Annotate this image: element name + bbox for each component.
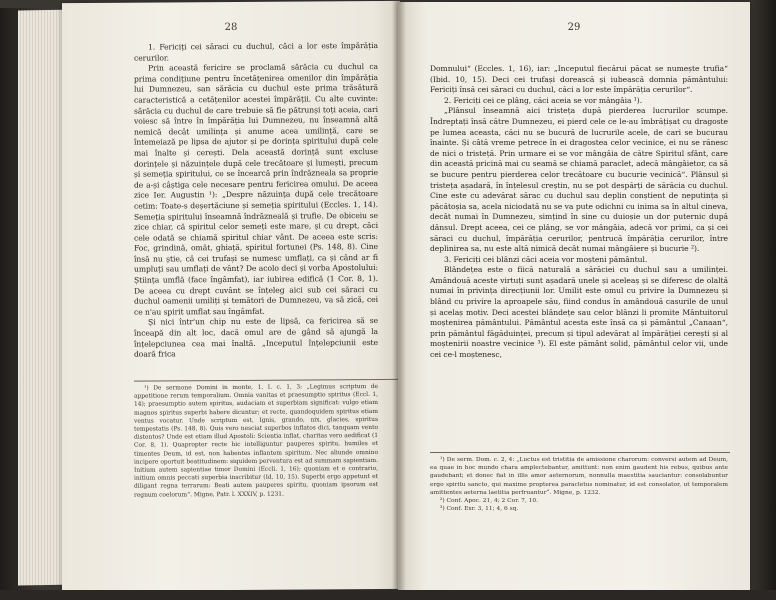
- footnotes: [134, 383, 378, 500]
- section-heading: 3. Fericiți cei blânzi căci aceia vor moșteni pământul.: [444, 254, 648, 264]
- footnotes: [430, 456, 728, 513]
- section-heading: 2. Fericiți cei ce plâng, căci aceia se vor mângâia ¹).: [444, 95, 643, 105]
- footnote: ¹) De sermone Domini in monte, 1. I. c. 1, 3: „Legimus scriptum de appetitione rerum temporalium. Omnia vanitas et praesumptio spiritus (Eccl. 1, 14); praesumptio autem spiritus, audaciam et superbiam significat: vulgo etiam magnos spiritus superbi habere dicuntur; et recte, quandoquidem spiritus etiam ventus vocatur. Unde scriptum est, Ignis, grando, nix, glacies, spiritus tempestatis (Ps. 148, 8). Quis vero nesciat superbos inflatos dici, tanquam vento distentos? Unde est etiam illud Apostoli: Scientia inflat, charitas vero aedificat (1 Cor. 8, 1). Quapropter recte hic intelliguntur pauperes spiritu, humiles et timentes Deum, id est, non habentes inflantem spiritum. Nec aliunde omnino incipere oportuit beatitudinem: siquidem perventura est ad summam sapientiam. Initium autem sapientiae timor Domini (Eccli. 1, 16); quoniam et e contrario, initium omnis peccati superbia inscribitur (Id. 10, 15). Superbi ergo appetunt et diligant regna terrarum: Beati autem pauperes spiritu, quoniam ipsorum est regnum coelorum“. Migne, Patr. l. XXXIV, p. 1231.: [134, 383, 378, 499]
- book-gutter: [392, 0, 406, 596]
- footnote: ¹) De serm. Dom. c. 2, 4: „Luctus est tristitia de amissione charorum: conversi autem ad Deum, ea quae in hoc mundo chara amplectebantur, amittunt: non enim gaudent his rebus, quibus ante gaudebant; et donec fiat in illis amor aeternorum, nonnulla maestitia sauciantur: consolabuntur ergo spiritu sancto, qui maxime propterea paracletus nominatur, id est consolator, ut temporalem amittentes aeterna laetitia perfruantur“. Migne, p. 1232.: [430, 457, 728, 496]
- body-text: [134, 41, 378, 361]
- paragraph: Domnului“ (Eccles. 1, 16), iar: „Inceputul fiecărui păcat se numește trufia“ (Ibid. 10, 15). Deci cei trufași dorească și iubească domnia pământului: Fericiți însă cei săraci cu duchul, căci a lor este împărăția cerurilor“.: [430, 64, 728, 95]
- footnote-rule: [430, 452, 730, 453]
- page-number: 29: [567, 22, 581, 33]
- page-number: 28: [224, 21, 238, 34]
- footnote-rule: [134, 379, 400, 382]
- paragraph: Și nici într'un chip nu este de lipsă, ca fericirea să se înceapă din alt loc, dacă omul are de gând să ajungă la înțelepciunea cea mai înaltă. „Inceputul înțelepciunii este doară frica: [134, 316, 378, 359]
- right-page: [398, 2, 750, 590]
- table-surface: [0, 590, 776, 600]
- paragraph: Blândețea este o fiică naturală a sărăciei cu duchul sau a umilinței. Amândouă aceste virtuți sunt așadară unele și aceleaș și se diferesc de olaltă numai în privința direcțiunii lor. Umilit este omul cu privire la Dumnezeu și blând cu privire la aproapele său, fiind condus în amândouă casurile de unul și acelaș motiv. Deci acestei blândețe sau celor blânzi li promite Mântuitorul moștenirea pământului. Pământul acesta este însă ca și pământul „Canaan“, prin pământul făgăduinței, precum și tipul adevărat al împărăției cerești și al moștenirii noastre vecinice ³). El este pământ solid, pământul celor vii, unde cei ce-l moștenesc,: [430, 265, 728, 360]
- footnote: ²) Conf. Apoc. 21, 4; 2 Cor. 7, 10.: [440, 498, 539, 505]
- body-text: [430, 64, 728, 361]
- book-cover-right: [748, 0, 776, 600]
- paragraph: „Plânsul înseamnă aici tristeța după pierderea lucrurilor scumpe. Îndreptați însă către Dumnezeu, ei pierd cele ce le-au îmbrățișat cu dragoste pe lumea aceasta, căci nu se bucură de lucrurile acele, de cari se bucurau înainte. Și câtă vreme petrece în ei dragostea celor vecinice, ei nu se rănesc de nici o tristeță. Prin urmare ei se vor mângâia de către Spiritul sfânt, care din această pricină mai cu seamă se chiamă paraclet, adecă mângâietor, ca să se bucure pentru pierderea celor trecătoare cu bucurie vecinică“. Plânsul și tristeța așadară, în înțelesul creștin, nu se pot despărți de sărăcia cu duchul. Cine este cu adevărat sărac cu duchul sau deplin conștient de neputința și păcătoșia sa, acela niciodată nu se va pute odichni cu inima sa în altul cineva, decât numai în Dumnezeu, simțind în sine cu duioșie un dor puternic după dânsul. Drept aceea, cei ce plâng, se vor mângâia, adecă vor primi, ca și cei săraci cu duchul, împărăția cerurilor, pentrucă împărăția cerurilor, între deplinirea sa, nu este altă nimică decât numai mângâiere și bucurie ²).: [430, 106, 728, 254]
- paragraph: Prin această fericire se proclamă sărăcia cu duchul ca prima condițiune pentru încetățenirea omenilor din împărăția lui Dumnezeu, san sărăcia cu duchul este prima trăsătură caracteristică a cetățenilor acestei împărății. Cu alte cuvinte: sărăcia cu duchul de care trebuie să fie pătrunși toți aceia, cari voiesc să între în împărăția lui Dumnezeu, nu înseamnă altă nemică decât umilința și anume acea umilință, care se întemeiază pe lipsa de ajutor și pe dorința spiritului după cele mai înalte și cerești. Dela această dorință sunt excluse dorințele și năzuințele după cele trecătoare și lumești, precum și semeția spiritului, ce se încearcă prin îndrăzneala sa proprie de a-și câștiga cele necesare pentru fericirea omului. De aceea zice Ier. Augustin ¹): „Despre năzuința după cele trecătoare cetim: Toate-s deșertăciune și semeția spiritului (Eccles. 1, 14). Semeția spiritului înseamnă îndrăzneală și trufie. De obiceiu se zice chiar, că spiritul celor semeți este mare, și cu drept, căci cele odată se chiamă spiritul chiar vânt. De aceea este scris: Foc, grindină, omăt, ghiață, spiritul fortunei (Ps. 148, 8). Cine însă nu știe, că cei trufași se numesc umflați, ca și când ar fi umpluți sau umflați de vânt? De acolo deci și vorba Apostolului: Știința umflă (face îngâmfat), iar iubirea edifică (1 Cor. 8, 1). De aceea cu drept cuvânt se înțeleg aici sub cei săraci cu duchul oamenii umiliți și temători de Dumnezeu, va să zică, cei ce n'au spirit umflat sau îngâmfat.: [134, 62, 378, 317]
- section-heading: 1. Fericiți cei săraci cu duchul, căci a lor este împărăția cerurilor.: [134, 40, 378, 63]
- footnote: ³) Conf. Exr. 3, 11; 4, 6 sq.: [440, 506, 519, 513]
- left-page: [62, 1, 400, 591]
